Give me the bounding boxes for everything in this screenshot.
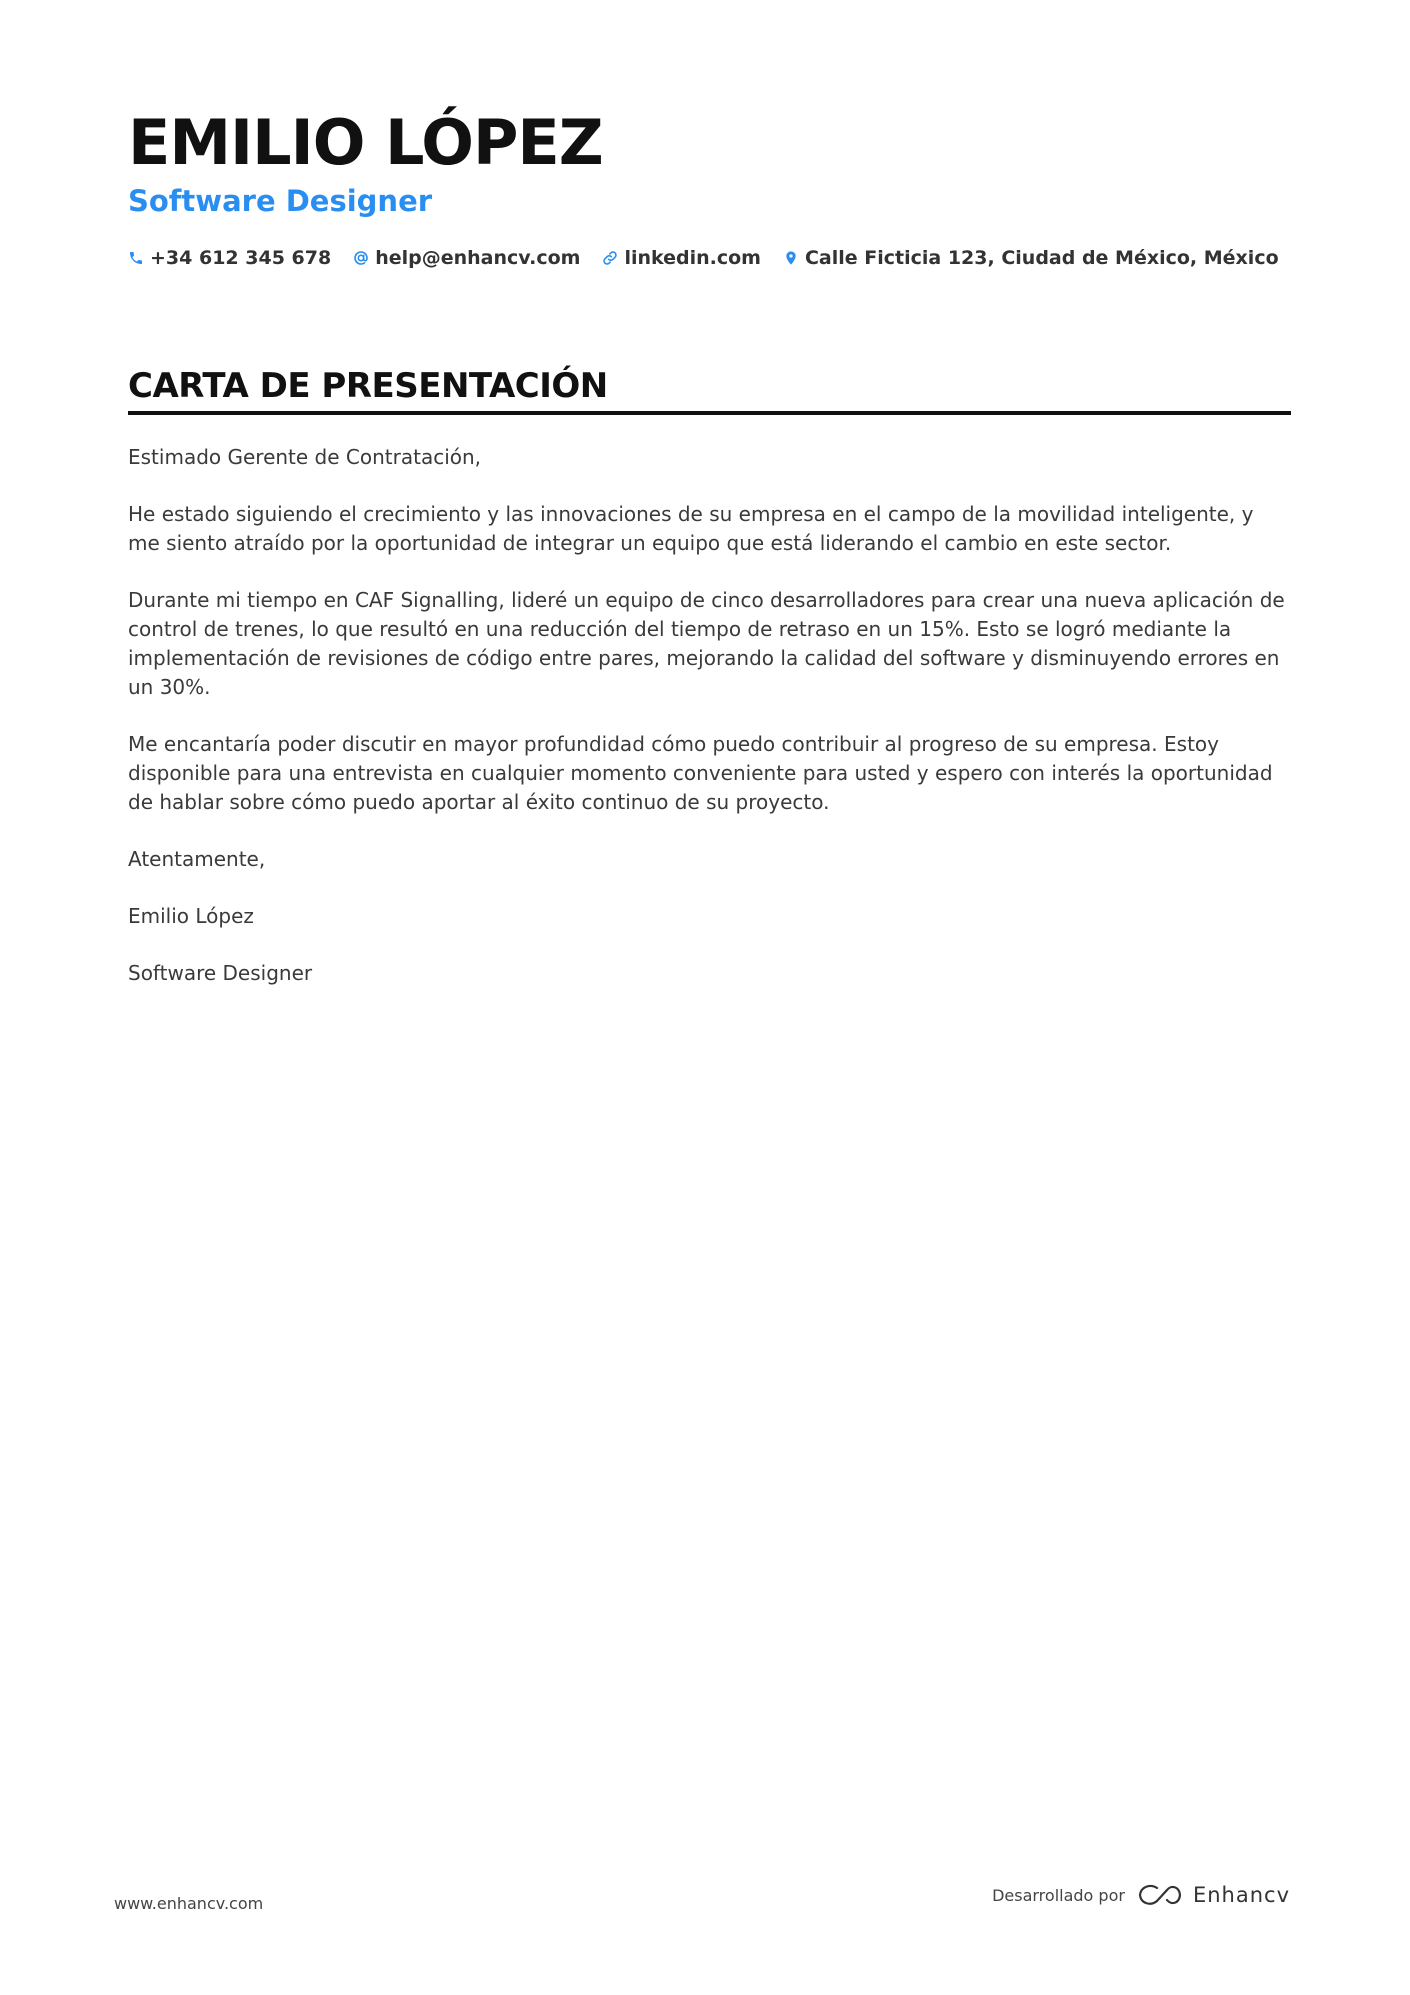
location-pin-icon: [783, 250, 799, 266]
letter-paragraph: He estado siguiendo el crecimiento y las innovaciones de su empresa en el campo de la movilidad inteligente, y me siento atraído por la oportunidad de integrar un equipo que está liderando el cambio en este sector.: [128, 501, 1254, 555]
letter-paragraph: Durante mi tiempo en CAF Signalling, lideré un equipo de cinco desarrolladores para crear una nueva aplicación de control de trenes, lo que resultó en una reducción del tiempo de retraso en un 15%. Esto se logró mediante la implementación de revisiones de código entre pares, mejorando la calidad del software y disminuyendo errores en un 30%.: [128, 587, 1285, 699]
contact-row: [128, 247, 1288, 269]
letter-body: [128, 443, 1291, 988]
candidate-name: EMILIO LÓPEZ: [128, 106, 603, 179]
signature-role: Software Designer: [128, 960, 313, 985]
footer-branding: [992, 1882, 1290, 1908]
contact-phone: [128, 247, 331, 269]
email-text: help@enhancv.com: [375, 247, 581, 270]
phone-icon: [128, 250, 144, 266]
enhancv-logo-icon: [1137, 1882, 1183, 1908]
candidate-role: Software Designer: [128, 184, 433, 219]
at-icon: [353, 250, 369, 266]
signature-name: Emilio López: [128, 903, 254, 928]
letter-greeting: Estimado Gerente de Contratación,: [128, 444, 482, 469]
contact-website[interactable]: [602, 247, 761, 269]
section-title: CARTA DE PRESENTACIÓN: [128, 366, 1291, 415]
link-icon: [602, 250, 618, 266]
cover-letter-section: [128, 366, 1291, 1016]
powered-by-text: Desarrollado por: [992, 1885, 1125, 1905]
address-text: Calle Ficticia 123, Ciudad de México, México: [804, 247, 1279, 270]
brand-name: Enhancv: [1192, 1883, 1290, 1907]
letter-closing: Atentamente,: [128, 846, 266, 871]
footer-website[interactable]: www.enhancv.com: [114, 1894, 264, 1913]
contact-address: [783, 247, 1279, 269]
phone-text: +34 612 345 678: [150, 247, 332, 270]
website-text: linkedin.com: [624, 247, 761, 270]
letter-paragraph: Me encantaría poder discutir en mayor profundidad cómo puedo contribuir al progreso de su empresa. Estoy disponible para una entrevista en cualquier momento conveniente para usted y espero con interés la oportunidad de hablar sobre cómo puedo aportar al éxito continuo de su proyecto.: [128, 731, 1273, 814]
contact-email[interactable]: [353, 247, 580, 269]
header: [128, 106, 1288, 269]
